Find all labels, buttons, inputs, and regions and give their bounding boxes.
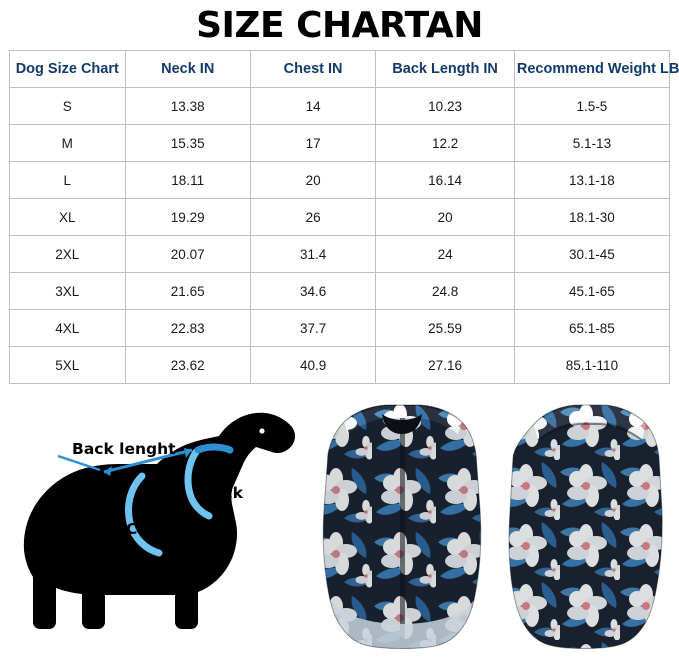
cell-size: S xyxy=(10,88,126,125)
table-row xyxy=(10,88,670,125)
cell-weight: 45.1-65 xyxy=(514,273,669,310)
cell-weight: 18.1-30 xyxy=(514,199,669,236)
cell-size: 3XL xyxy=(10,273,126,310)
table-header xyxy=(10,51,679,88)
table-header-row xyxy=(10,51,670,88)
cell-neck: 22.83 xyxy=(125,310,250,347)
table-row xyxy=(10,125,670,162)
table-row xyxy=(10,236,670,273)
column-header-neck: Neck IN xyxy=(125,51,250,88)
cell-chest: 34.6 xyxy=(250,273,375,310)
dog-measurement-diagram xyxy=(0,392,300,650)
shirt-front-fabric xyxy=(308,400,496,650)
shirt-front-image xyxy=(308,400,496,650)
cell-back-length: 24 xyxy=(376,236,515,273)
table-row xyxy=(10,310,670,347)
cell-weight: 85.1-110 xyxy=(514,347,669,384)
cell-back-length: 10.23 xyxy=(376,88,515,125)
cell-chest: 20 xyxy=(250,162,375,199)
cell-size: 5XL xyxy=(10,347,126,384)
cell-chest: 40.9 xyxy=(250,347,375,384)
cell-back-length: 25.59 xyxy=(376,310,515,347)
cell-back-length: 24.8 xyxy=(376,273,515,310)
illustration-area xyxy=(0,392,679,650)
cell-back-length: 27.16 xyxy=(376,347,515,384)
cell-size: 2XL xyxy=(10,236,126,273)
cell-chest: 26 xyxy=(250,199,375,236)
cell-size: L xyxy=(10,162,126,199)
label-chest: Chest xyxy=(126,520,176,538)
cell-size: XL xyxy=(10,199,126,236)
size-chart-table-wrap xyxy=(0,50,679,384)
shirt-back-image xyxy=(500,400,675,650)
cell-neck: 20.07 xyxy=(125,236,250,273)
table-row xyxy=(10,273,670,310)
label-back-length: Back lenght xyxy=(72,440,176,458)
cell-back-length: 16.14 xyxy=(376,162,515,199)
column-header-size: Dog Size Chart xyxy=(10,51,126,88)
cell-weight: 65.1-85 xyxy=(514,310,669,347)
size-chart-table xyxy=(9,50,679,384)
cell-neck: 21.65 xyxy=(125,273,250,310)
shirt-back-fabric xyxy=(500,400,675,650)
column-header-back-length: Back Length IN xyxy=(376,51,515,88)
cell-chest: 14 xyxy=(250,88,375,125)
page-title: SIZE CHARTAN xyxy=(196,5,483,46)
cell-back-length: 20 xyxy=(376,199,515,236)
cell-neck: 23.62 xyxy=(125,347,250,384)
cell-weight: 13.1-18 xyxy=(514,162,669,199)
cell-size: M xyxy=(10,125,126,162)
cell-size: 4XL xyxy=(10,310,126,347)
table-row xyxy=(10,162,670,199)
cell-chest: 17 xyxy=(250,125,375,162)
cell-neck: 18.11 xyxy=(125,162,250,199)
cell-chest: 37.7 xyxy=(250,310,375,347)
column-header-chest: Chest IN xyxy=(250,51,375,88)
label-neck: Neck xyxy=(200,484,243,502)
cell-neck: 19.29 xyxy=(125,199,250,236)
cell-weight: 5.1-13 xyxy=(514,125,669,162)
cell-weight: 30.1-45 xyxy=(514,236,669,273)
cell-chest: 31.4 xyxy=(250,236,375,273)
table-row xyxy=(10,199,670,236)
product-images xyxy=(300,392,679,650)
column-header-weight: Recommend Weight LB xyxy=(514,51,669,88)
cell-neck: 13.38 xyxy=(125,88,250,125)
table-row xyxy=(10,347,670,384)
table-body xyxy=(10,88,670,384)
cell-back-length: 12.2 xyxy=(376,125,515,162)
cell-weight: 1.5-5 xyxy=(514,88,669,125)
cell-neck: 15.35 xyxy=(125,125,250,162)
